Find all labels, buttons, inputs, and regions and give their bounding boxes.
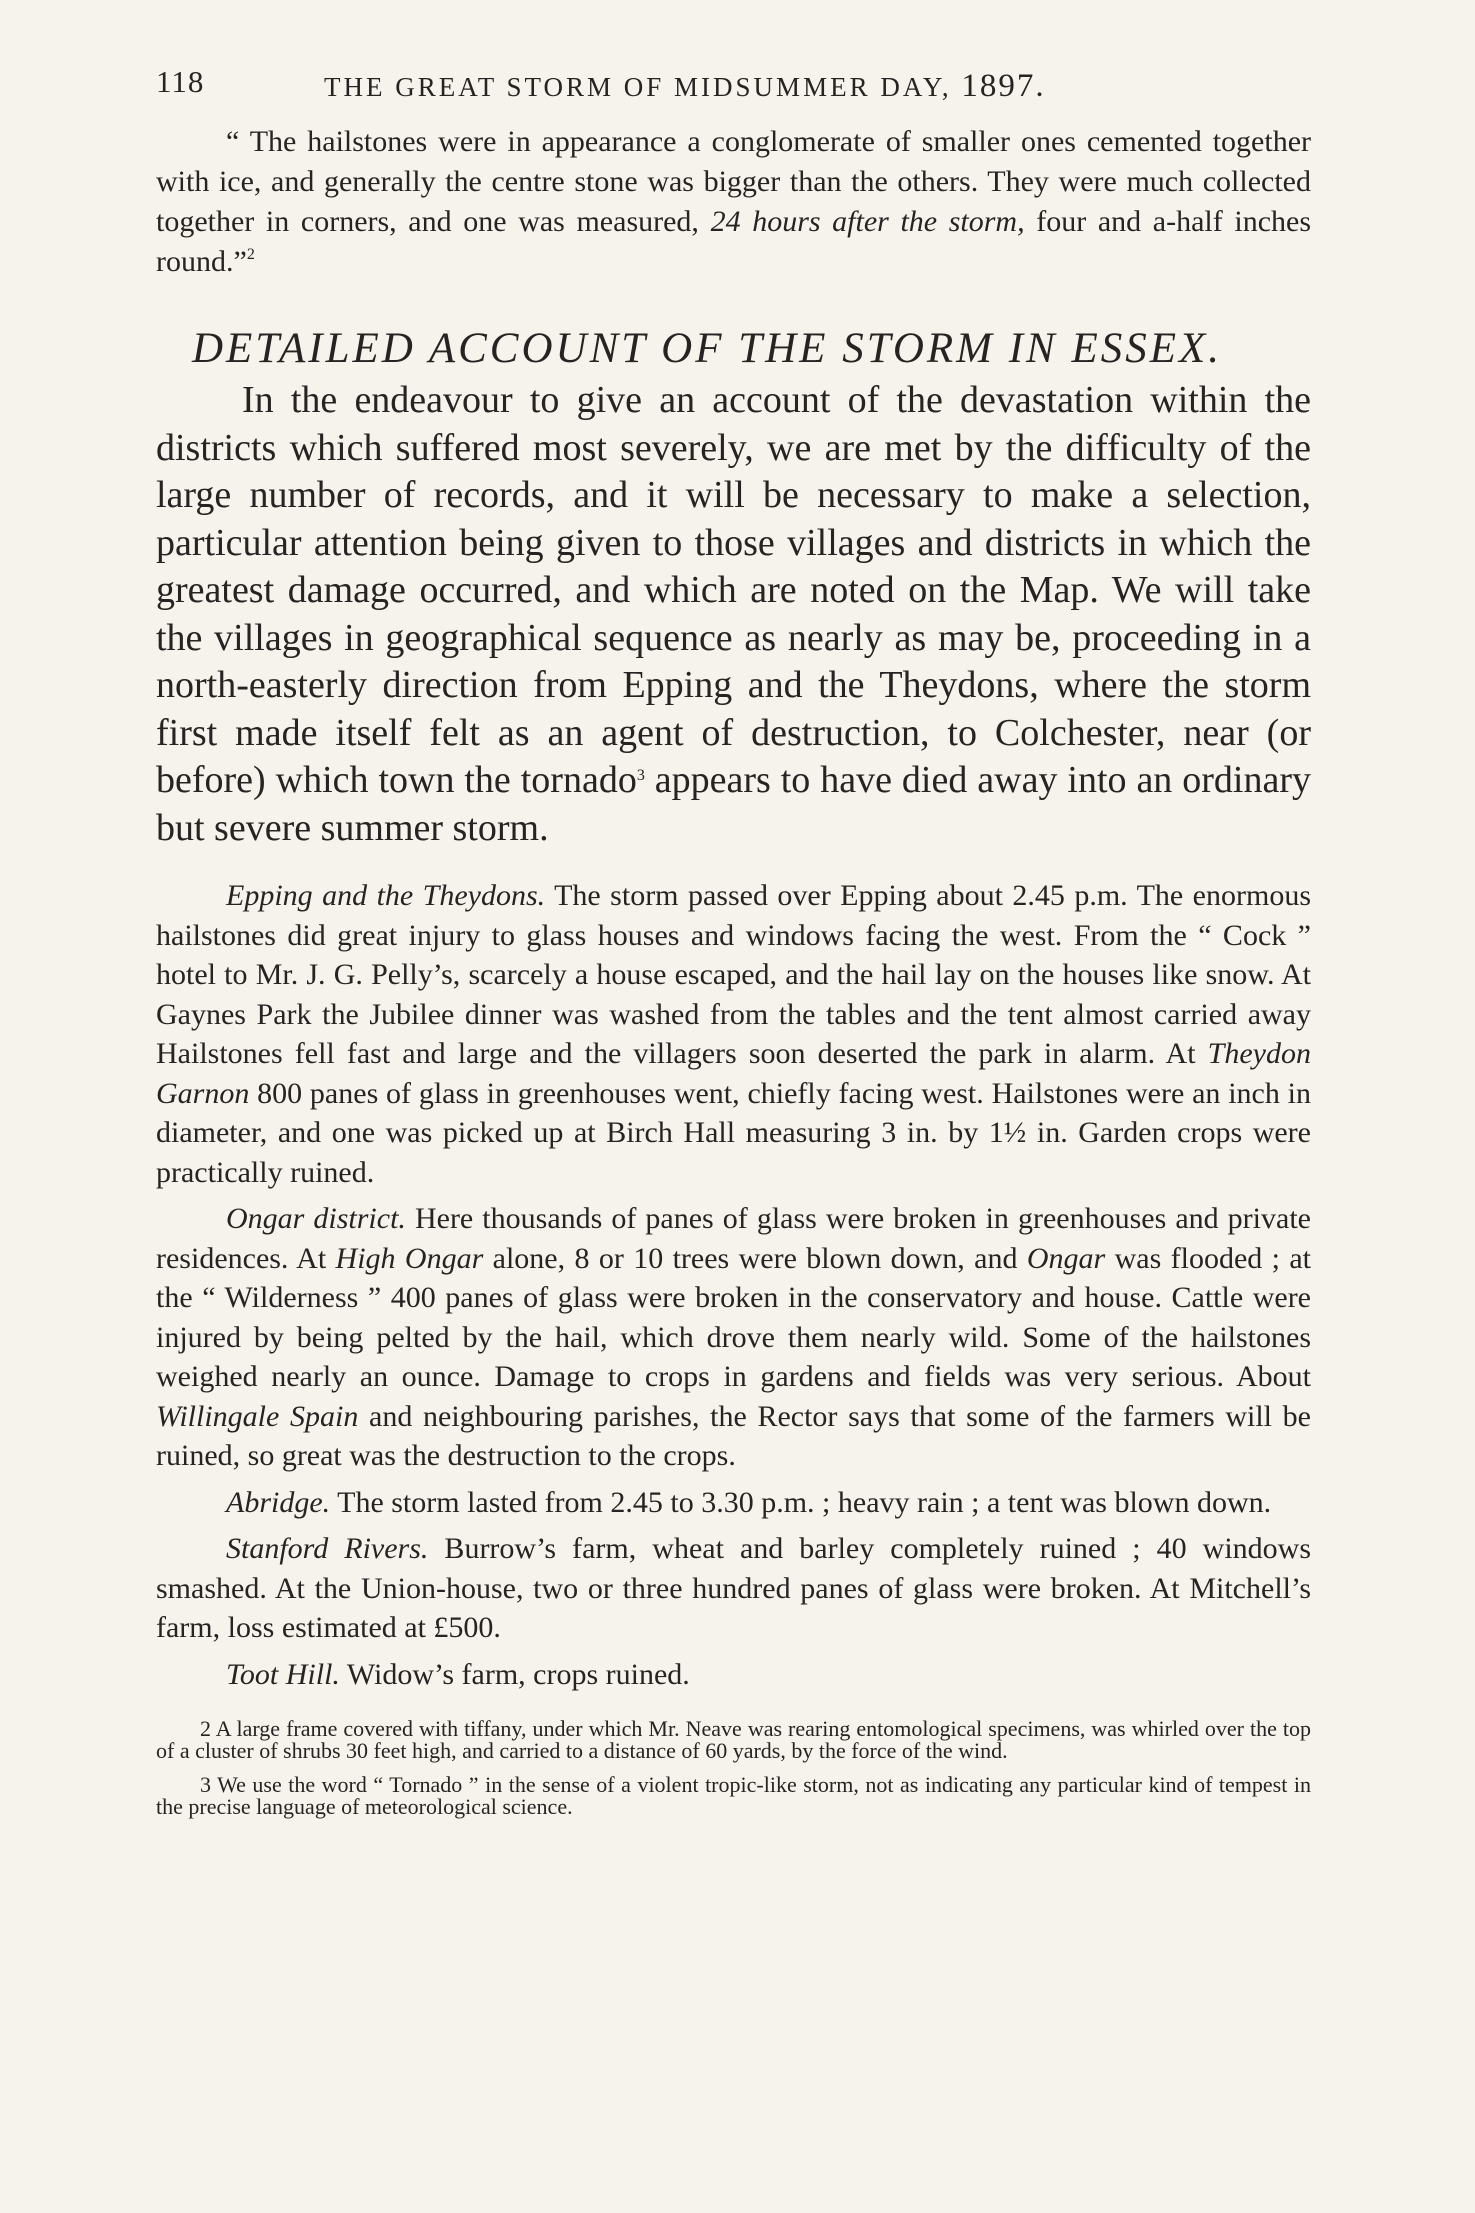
place-name: High Ongar: [335, 1241, 484, 1275]
entry-text: Here thousands of panes of glass were broken in greenhouses and private residences. At: [156, 1202, 1311, 1275]
footnote-3: 3 We use the word “ Tornado ” in the sense of a violent tropic-like storm, not as indicating any particular kind of tempest in the precise language of meteorological science.: [156, 1772, 1311, 1819]
place-name: Ongar district.: [226, 1202, 406, 1235]
intro-end: appears to have died away into an ordinary but severe summer storm.: [156, 759, 1311, 849]
entry-text: The storm lasted from 2.45 to 3.30 p.m. ; heavy rain ; a tent was blown down.: [330, 1485, 1272, 1519]
entry-text: Widow’s farm, crops ruined.: [339, 1657, 690, 1691]
place-name: Ongar: [1026, 1241, 1106, 1275]
footnote-ref-3[interactable]: 3: [636, 767, 645, 784]
entry-toot-hill: [156, 1655, 1311, 1695]
place-name: Theydon Garnon: [156, 1037, 1311, 1110]
place-name: Stanford Rivers.: [226, 1532, 429, 1565]
running-title-text: THE GREAT STORM OF MIDSUMMER DAY,: [324, 72, 962, 102]
intro-paragraph: [156, 377, 1311, 852]
entry-ongar: [156, 1199, 1311, 1476]
entry-epping: [156, 876, 1311, 1192]
quote-italic: 24 hours after the storm,: [710, 205, 1025, 238]
place-name: Epping and the Theydons.: [226, 879, 546, 912]
entry-abridge: [156, 1483, 1311, 1523]
footnotes: [156, 1718, 1311, 1818]
entry-text: was flooded ; at the “ Wilderness ” 400 panes of glass were broken in the conservatory and house. Cattle were injured by being pelted by the hail, which drove them nearly wild. Some of the hailstones weighed nearly an ounce. Damage to crops in gardens and fields was very serious. About: [156, 1241, 1312, 1393]
quote-end: four and a-half inches round.”: [156, 205, 1311, 278]
section-title: DETAILED ACCOUNT OF THE STORM IN ESSEX.: [192, 325, 1223, 372]
footnote-2: 2 A large frame covered with tiffany, under which Mr. Neave was rearing entomological specimens, was whirled over the top of a cluster of shrubs 30 feet high, and carried to a distance of 60 yards, by the force of the wind.: [156, 1716, 1311, 1763]
page-number: 118: [156, 64, 205, 99]
entry-text: Burrow’s farm, wheat and barley completely ruined ; 40 windows smashed. At the Union-house, two or three hundred panes of glass were broken. At Mitchell’s farm, loss estimated at £500.: [156, 1532, 1311, 1644]
place-name: Toot Hill.: [226, 1657, 340, 1691]
place-name: Willingale Spain: [156, 1399, 359, 1433]
hailstone-quote: [156, 122, 1311, 282]
running-title-year: 1897.: [961, 68, 1046, 104]
entry-text: alone, 8 or 10 trees were blown down, and: [483, 1241, 1027, 1275]
entry-text: The storm passed over Epping about 2.45 p.m. The enormous hailstones did great injury to glass houses and windows facing the west. From the “ Cock ” hotel to Mr. J. G. Pelly’s, scarcely a house escaped, and the hail lay on the houses like snow. At Gaynes Park the Jubilee dinner was washed from the tables and the tent almost carried away Hailstones fell fast and large and the villagers soon deserted the park in alarm. At: [156, 879, 1311, 1070]
quote-text: “ The hailstones were in appearance a conglomerate of smaller ones cemented together with ice, and generally the centre stone was bigger than the others. They were much collected together in corners, and one was measured,: [156, 125, 1311, 238]
entry-text: and neighbouring parishes, the Rector says that some of the farmers will be ruined, so great was the destruction to the crops.: [156, 1399, 1311, 1472]
entry-text: 800 panes of glass in greenhouses went, chiefly facing west. Hailstones were an inch in diameter, and one was picked up at Birch Hall measuring 3 in. by 1½ in. Garden crops were practically ruined.: [156, 1076, 1311, 1189]
running-header: [156, 62, 1311, 116]
footnote-ref-2[interactable]: 2: [246, 246, 255, 263]
running-title: [324, 68, 1046, 105]
intro-text: In the endeavour to give an account of the devastation within the districts which suffered most severely, we are met by the difficulty of the large number of records, and it will be necessary to make a selection, particular attention being given to those villages and districts in which the greatest damage occurred, and which are noted on the Map. We will take the villages in geographical sequence as nearly as may be, proceeding in a north-easterly direction from Epping and the Theydons, where the storm first made itself felt as an agent of destruction, to Colchester, near (or before) which town the tornado: [156, 379, 1311, 801]
place-name: Abridge.: [226, 1485, 331, 1519]
entry-stanford-rivers: [156, 1529, 1311, 1648]
